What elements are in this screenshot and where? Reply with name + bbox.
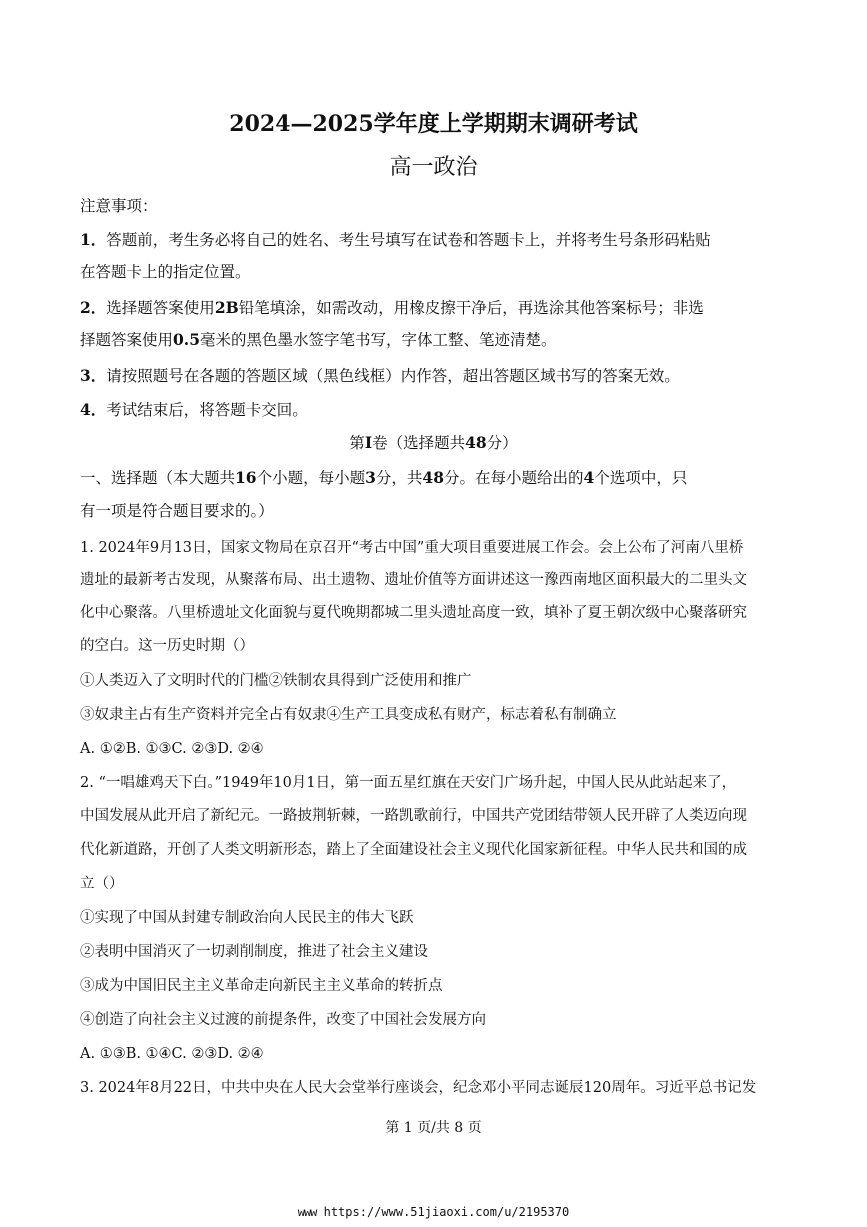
question-1-option-1: ①人类迈入了文明时代的门槛②铁制农具得到广泛使用和推广 — [80, 673, 472, 689]
instr-num: 3 — [365, 468, 376, 487]
question-1-line-3: 化中心聚落。八里桥遗址文化面貌与夏代晚期都城二里头遗址高度一致，填补了夏王朝次级中心聚落研究 — [80, 605, 747, 621]
notice-text: 毫米的黑色墨水签字笔书写，字体工整、笔迹清楚。 — [199, 331, 557, 349]
question-1-answers: A. ①②B. ①③C. ②③D. ②④ — [80, 741, 264, 757]
instr-text: 分。在每小题给出的 — [444, 469, 584, 487]
notice-heading: 注意事项： — [80, 197, 158, 215]
volume-text: 第 — [349, 434, 365, 452]
section-instructions-cont: 有一项是符合题目要求的。） — [80, 502, 274, 520]
section-instructions — [80, 468, 792, 488]
question-1-line-1: 1. 2024年9月13日，国家文物局在京召开“考古中国”重大项目重要进展工作会。会上公布了河南八里桥 — [80, 540, 744, 556]
url-link[interactable]: https://www.51jiaoxi.com/u/2195370 — [323, 1205, 570, 1219]
source-url — [0, 1205, 867, 1220]
notice-text: 请按照题号在各题的答题区域（黑色线框）内作答，超出答题区域书写的答案无效。 — [106, 367, 680, 385]
volume-score: 48 — [465, 433, 487, 452]
notice-item-4 — [80, 400, 792, 420]
volume-heading — [0, 433, 867, 453]
pencil-spec: 2B — [214, 298, 239, 317]
instr-num: 4 — [583, 468, 595, 487]
question-2-line-2: 中国发展从此开启了新纪元。一路披荆斩棘，一路凯歌前行，中国共产党团结带领人民开辟了人类迈向现 — [80, 808, 747, 824]
question-2-line-4: 立（） — [80, 876, 124, 892]
question-2-line-1: 2. “一唱雄鸡天下白。”1949年10月1日，第一面五星红旗在天安门广场升起，中国人民从此站起来了， — [80, 775, 737, 791]
notice-text: 选择题答案使用 — [106, 299, 215, 317]
instr-text: 个选项中，只 — [594, 469, 688, 487]
question-2-option-1: ①实现了中国从封建专制政治向人民民主的伟大飞跃 — [80, 910, 414, 926]
question-1-option-2: ③奴隶主占有生产资料并完全占有奴隶④生产工具变成私有财产，标志着私有制确立 — [80, 707, 617, 723]
volume-number: I — [364, 433, 373, 452]
notice-num: 3． — [80, 366, 107, 385]
pen-spec: 0.5 — [173, 330, 200, 349]
volume-text: 卷（选择题共 — [372, 434, 466, 452]
question-2-option-2: ②表明中国消灭了一切剥削制度，推进了社会主义建设 — [80, 944, 428, 960]
exam-subject: 高一政治 — [389, 155, 478, 180]
notice-item-1 — [80, 230, 792, 250]
notice-text: 择题答案使用 — [80, 331, 174, 349]
notice-text: 考试结束后，将答题卡交回。 — [106, 401, 308, 419]
instr-num: 16 — [235, 468, 257, 487]
exam-title: 2024—2025学年度上学期期末调研考试 — [229, 111, 638, 137]
notice-num: 4． — [80, 400, 107, 419]
instr-text: 个小题，每小题 — [256, 469, 366, 487]
page-number: 第 1 页/共 8 页 — [385, 1120, 482, 1136]
question-1-line-4: 的空白。这一历史时期（） — [80, 638, 254, 654]
question-2-option-4: ④创造了向社会主义过渡的前提条件，改变了中国社会发展方向 — [80, 1012, 486, 1028]
instr-num: 48 — [422, 468, 444, 487]
notice-item-1-cont: 在答题卡上的指定位置。 — [80, 263, 251, 281]
instr-text: 分，共 — [375, 469, 423, 487]
notice-item-3 — [80, 366, 792, 386]
volume-text: 分） — [486, 434, 518, 452]
notice-item-2-cont — [80, 330, 792, 350]
instr-text: 一、选择题（本大题共 — [80, 469, 236, 487]
question-2-option-3: ③成为中国旧民主主义革命走向新民主主义革命的转折点 — [80, 978, 443, 994]
notice-item-2 — [80, 298, 792, 318]
notice-num: 2． — [80, 298, 107, 317]
notice-text: 铅笔填涂，如需改动，用橡皮擦干净后，再选涂其他答案标号；非选 — [238, 299, 704, 317]
question-2-line-3: 代化新道路，开创了人类文明新形态，踏上了全面建设社会主义现代化国家新征程。中华人民共和国的成 — [80, 842, 747, 858]
question-3-line-1: 3. 2024年8月22日，中共中央在人民大会堂举行座谈会，纪念邓小平同志诞辰120周年。习近平总书记发 — [80, 1080, 757, 1096]
notice-num: 1． — [80, 230, 107, 249]
question-2-answers: A. ①③B. ①④C. ②③D. ②④ — [80, 1046, 264, 1062]
question-1-line-2: 遗址的最新考古发现，从聚落布局、出土遗物、遗址价值等方面讲述这一豫西南地区面积最大的二里头文 — [80, 572, 747, 588]
notice-text: 答题前，考生务必将自己的姓名、考生号填写在试卷和答题卡上，并将考生号条形码粘贴 — [106, 231, 711, 249]
url-prefix: ᴡᴡᴡ — [297, 1205, 317, 1219]
